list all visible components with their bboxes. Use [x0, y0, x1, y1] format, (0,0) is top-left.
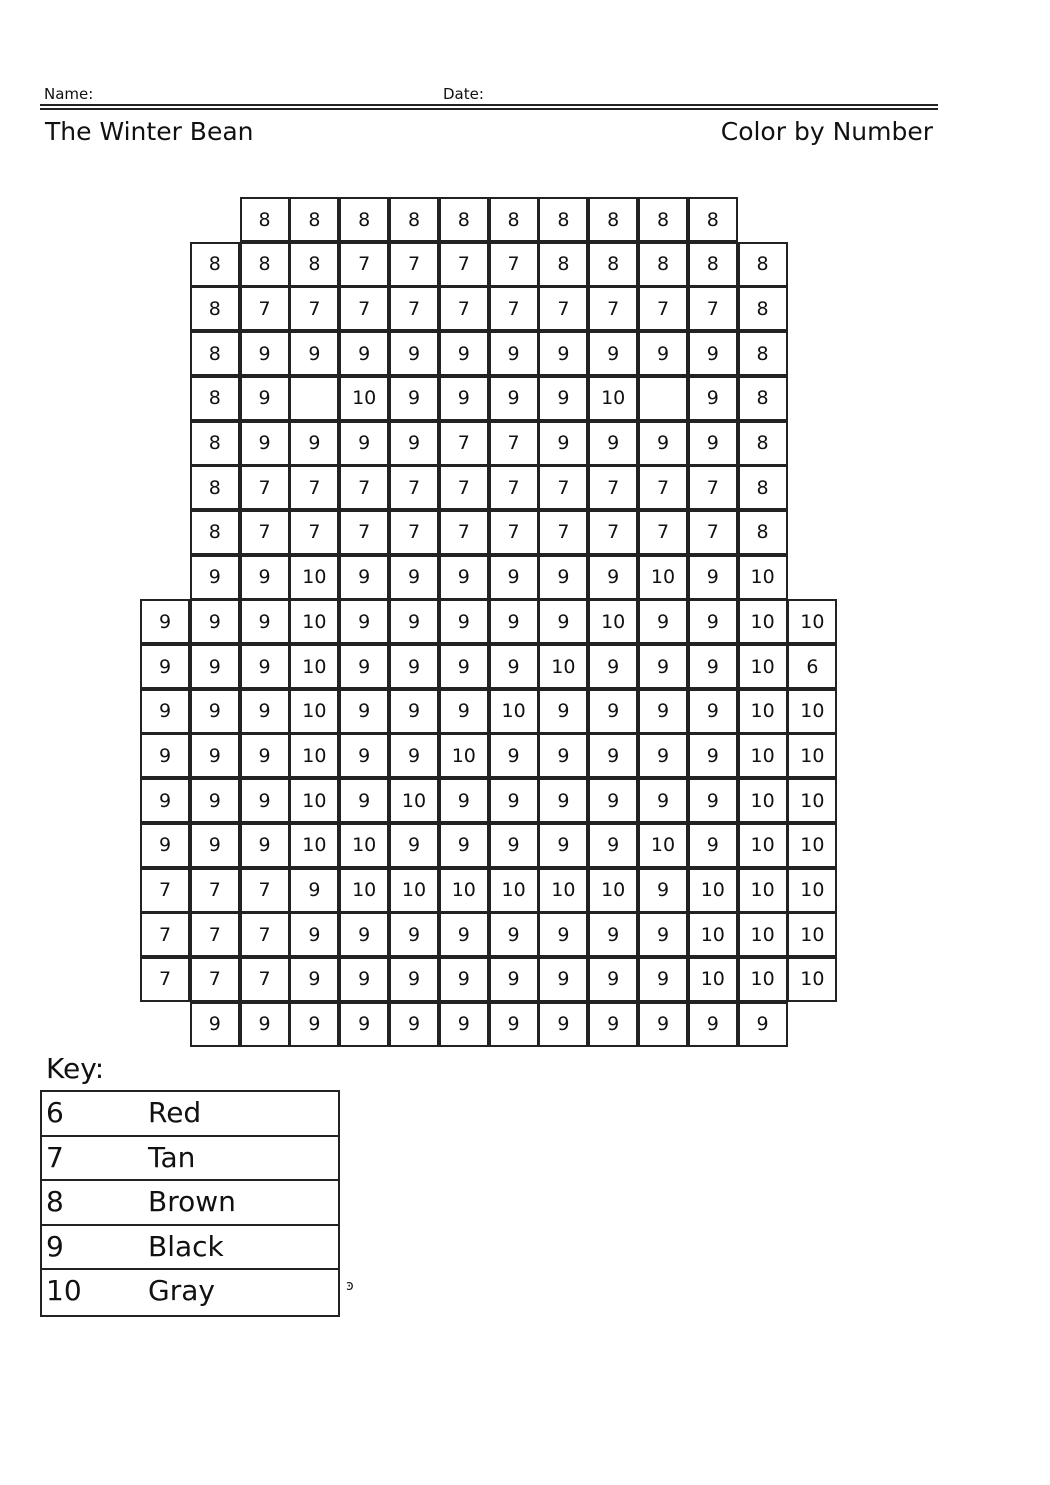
- grid-cell: 7: [439, 286, 489, 331]
- grid-cell: 9: [339, 778, 389, 823]
- grid-cell: 7: [240, 286, 290, 331]
- grid-cell: 9: [489, 331, 539, 376]
- grid-cell: 9: [688, 823, 738, 868]
- grid-cell: 9: [588, 778, 638, 823]
- grid-cell: 9: [439, 1002, 489, 1047]
- grid-cell: 9: [638, 644, 688, 689]
- grid-cell: 7: [688, 286, 738, 331]
- key-row: [42, 1226, 338, 1271]
- grid-cell: 9: [489, 376, 539, 421]
- grid-cell: 10: [787, 778, 837, 823]
- grid-cell: 9: [688, 689, 738, 734]
- grid-cell: 9: [538, 823, 588, 868]
- grid-cell: 7: [240, 868, 290, 913]
- grid-cell: 7: [489, 242, 539, 287]
- grid-cell: 9: [588, 957, 638, 1002]
- grid-cell: 9: [688, 733, 738, 778]
- grid-cell: 7: [489, 421, 539, 466]
- grid-cell: 9: [240, 689, 290, 734]
- grid-cell: 10: [688, 912, 738, 957]
- grid-cell: 10: [538, 868, 588, 913]
- grid-cell: 7: [240, 912, 290, 957]
- grid-cell: 10: [339, 376, 389, 421]
- key-number: 6: [46, 1096, 64, 1129]
- grid-cell: 7: [389, 465, 439, 510]
- grid-cell: 9: [190, 599, 240, 644]
- grid-cell: 9: [638, 733, 688, 778]
- grid-cell: 7: [489, 465, 539, 510]
- grid-cell: 9: [588, 1002, 638, 1047]
- grid-cell: 10: [738, 868, 788, 913]
- grid-cell: 9: [190, 644, 240, 689]
- grid-cell: 9: [489, 733, 539, 778]
- grid-cell: 10: [389, 868, 439, 913]
- grid-cell: 9: [289, 957, 339, 1002]
- grid-cell: 8: [638, 197, 688, 242]
- grid-cell: 10: [289, 555, 339, 600]
- grid-cell: 9: [389, 912, 439, 957]
- grid-cell: 10: [738, 957, 788, 1002]
- grid-cell: 9: [389, 555, 439, 600]
- grid-cell: 7: [190, 957, 240, 1002]
- grid-cell: 9: [389, 1002, 439, 1047]
- grid-cell: 9: [140, 733, 190, 778]
- grid-cell: 9: [538, 376, 588, 421]
- grid-cell: 8: [389, 197, 439, 242]
- grid-cell: 9: [240, 778, 290, 823]
- grid-cell: 9: [738, 1002, 788, 1047]
- grid-cell: 8: [638, 242, 688, 287]
- grid-cell: 9: [190, 778, 240, 823]
- grid-cell: 9: [638, 331, 688, 376]
- grid-cell: 8: [738, 286, 788, 331]
- grid-cell: 9: [389, 957, 439, 1002]
- grid-cell: 9: [439, 599, 489, 644]
- grid-cell: 7: [140, 912, 190, 957]
- grid-cell: 8: [190, 421, 240, 466]
- grid-cell: 9: [688, 421, 738, 466]
- grid-cell: 9: [389, 331, 439, 376]
- grid-cell: 10: [738, 733, 788, 778]
- grid-cell: 9: [489, 599, 539, 644]
- grid-cell: 7: [240, 957, 290, 1002]
- grid-cell: 9: [389, 376, 439, 421]
- grid-cell: 7: [538, 510, 588, 555]
- grid-cell: 10: [538, 644, 588, 689]
- key-color-name: Brown: [148, 1185, 236, 1219]
- grid-cell: 7: [140, 957, 190, 1002]
- grid-cell: 7: [389, 286, 439, 331]
- grid-cell: 9: [638, 689, 688, 734]
- grid-cell: 10: [489, 868, 539, 913]
- grid-cell: 10: [339, 823, 389, 868]
- grid-cell: 7: [289, 465, 339, 510]
- grid-cell: 7: [638, 465, 688, 510]
- grid-cell: 10: [787, 868, 837, 913]
- grid-cell: 7: [339, 286, 389, 331]
- grid-cell: 9: [240, 644, 290, 689]
- grid-cell: 10: [738, 689, 788, 734]
- grid-cell: 9: [588, 644, 638, 689]
- grid-cell: 9: [240, 376, 290, 421]
- grid-cell: 9: [140, 644, 190, 689]
- grid-cell: 8: [240, 242, 290, 287]
- grid-cell: 9: [439, 912, 489, 957]
- header-rule-bottom: [40, 108, 938, 110]
- grid-cell: 9: [339, 957, 389, 1002]
- grid-cell: 9: [588, 689, 638, 734]
- grid-cell: 8: [190, 465, 240, 510]
- grid-cell: 8: [190, 510, 240, 555]
- grid-cell: 7: [588, 286, 638, 331]
- grid-cell: 9: [339, 555, 389, 600]
- grid-cell: 9: [588, 733, 638, 778]
- grid-cell: 10: [289, 823, 339, 868]
- grid-cell: 10: [289, 689, 339, 734]
- grid-cell: 10: [787, 823, 837, 868]
- grid-cell: 8: [190, 376, 240, 421]
- grid-cell: 9: [588, 331, 638, 376]
- grid-cell: 7: [688, 510, 738, 555]
- grid-cell: 9: [538, 733, 588, 778]
- grid-cell: 9: [489, 912, 539, 957]
- grid-cell: 10: [588, 376, 638, 421]
- grid-cell: 9: [538, 555, 588, 600]
- grid-cell: 8: [738, 376, 788, 421]
- grid-cell: 9: [389, 689, 439, 734]
- grid-cell: 10: [588, 599, 638, 644]
- grid-cell: 9: [538, 1002, 588, 1047]
- grid-cell: 8: [538, 197, 588, 242]
- grid-cell: 7: [439, 242, 489, 287]
- grid-cell: 9: [638, 1002, 688, 1047]
- grid-cell: 7: [339, 242, 389, 287]
- grid-cell: 10: [688, 957, 738, 1002]
- grid-cell: 7: [289, 510, 339, 555]
- grid-cell: 9: [240, 599, 290, 644]
- grid-cell: 7: [190, 868, 240, 913]
- grid-cell: 9: [240, 555, 290, 600]
- key-row: [42, 1181, 338, 1226]
- grid-cell: 10: [787, 599, 837, 644]
- grid-cell: 10: [439, 868, 489, 913]
- grid-cell: 9: [439, 689, 489, 734]
- grid-cell: [289, 376, 339, 421]
- grid-cell: 9: [190, 823, 240, 868]
- grid-cell: 7: [439, 421, 489, 466]
- key-number: 7: [46, 1140, 64, 1174]
- grid-cell: 10: [638, 823, 688, 868]
- grid-cell: 9: [439, 331, 489, 376]
- grid-cell: 9: [439, 957, 489, 1002]
- grid-cell: 10: [588, 868, 638, 913]
- grid-cell: 10: [787, 733, 837, 778]
- grid-cell: 9: [339, 421, 389, 466]
- key-number: 10: [46, 1274, 82, 1308]
- grid-cell: 10: [688, 868, 738, 913]
- grid-cell: 8: [738, 242, 788, 287]
- grid-cell: 10: [738, 599, 788, 644]
- grid-cell: 7: [240, 510, 290, 555]
- grid-cell: 10: [289, 644, 339, 689]
- grid-cell: 9: [339, 733, 389, 778]
- grid-cell: 9: [489, 957, 539, 1002]
- grid-cell: 9: [688, 331, 738, 376]
- grid-cell: 10: [289, 599, 339, 644]
- grid-cell: 9: [190, 1002, 240, 1047]
- grid-cell: 10: [787, 912, 837, 957]
- worksheet-title: The Winter Bean: [45, 117, 254, 146]
- grid-cell: 9: [688, 778, 738, 823]
- stray-mark: ͽ: [346, 1278, 354, 1294]
- key-color-name: Tan: [148, 1140, 196, 1174]
- grid-cell: 9: [389, 421, 439, 466]
- grid-cell: 8: [190, 286, 240, 331]
- grid-cell: 9: [389, 644, 439, 689]
- grid-cell: 10: [738, 823, 788, 868]
- grid-cell: 9: [289, 868, 339, 913]
- key-color-name: Gray: [148, 1274, 215, 1308]
- grid-cell: 8: [688, 197, 738, 242]
- grid-cell: 7: [538, 465, 588, 510]
- grid-cell: 9: [538, 421, 588, 466]
- grid-cell: 9: [489, 778, 539, 823]
- grid-cell: 9: [489, 1002, 539, 1047]
- grid-cell: 7: [339, 465, 389, 510]
- grid-cell: 7: [339, 510, 389, 555]
- grid-cell: 9: [588, 421, 638, 466]
- grid-cell: 10: [738, 644, 788, 689]
- grid-cell: 9: [289, 1002, 339, 1047]
- grid-cell: 9: [688, 599, 738, 644]
- key-number: 9: [46, 1229, 64, 1263]
- grid-cell: 9: [439, 644, 489, 689]
- grid-cell: 8: [289, 197, 339, 242]
- grid-cell: 9: [538, 331, 588, 376]
- grid-cell: 9: [240, 331, 290, 376]
- grid-cell: 8: [588, 197, 638, 242]
- grid-cell: 8: [738, 510, 788, 555]
- grid-cell: 10: [289, 778, 339, 823]
- grid-cell: 10: [738, 912, 788, 957]
- grid-cell: 7: [489, 510, 539, 555]
- grid-cell: 9: [638, 421, 688, 466]
- grid-cell: [638, 376, 688, 421]
- name-label: Name:: [44, 85, 94, 103]
- key-color-name: Black: [148, 1229, 224, 1263]
- grid-cell: 9: [339, 1002, 389, 1047]
- grid-cell: 7: [140, 868, 190, 913]
- grid-cell: 9: [588, 823, 638, 868]
- key-title: Key:: [46, 1052, 105, 1085]
- grid-cell: 9: [688, 1002, 738, 1047]
- grid-cell: 8: [538, 242, 588, 287]
- grid-cell: 9: [588, 912, 638, 957]
- grid-cell: 7: [289, 286, 339, 331]
- grid-cell: 9: [240, 1002, 290, 1047]
- grid-cell: 9: [240, 421, 290, 466]
- key-row: [42, 1137, 338, 1182]
- grid-cell: 9: [289, 331, 339, 376]
- grid-cell: 9: [289, 912, 339, 957]
- grid-cell: 10: [738, 778, 788, 823]
- grid-cell: 9: [638, 912, 688, 957]
- grid-cell: 8: [190, 331, 240, 376]
- grid-cell: 9: [140, 689, 190, 734]
- grid-cell: 9: [538, 689, 588, 734]
- grid-cell: 7: [240, 465, 290, 510]
- grid-cell: 9: [638, 599, 688, 644]
- grid-cell: 9: [439, 778, 489, 823]
- grid-cell: 7: [389, 242, 439, 287]
- grid-cell: 9: [538, 912, 588, 957]
- grid-cell: 7: [638, 286, 688, 331]
- grid-cell: 7: [489, 286, 539, 331]
- grid-cell: 10: [389, 778, 439, 823]
- grid-cell: 9: [389, 599, 439, 644]
- grid-cell: 9: [538, 778, 588, 823]
- grid-cell: 10: [489, 689, 539, 734]
- grid-cell: 9: [688, 644, 738, 689]
- key-row: [42, 1092, 338, 1137]
- worksheet-subtitle: Color by Number: [720, 117, 933, 146]
- grid-cell: 9: [339, 331, 389, 376]
- grid-cell: 7: [439, 465, 489, 510]
- grid-cell: 8: [738, 421, 788, 466]
- grid-cell: 7: [389, 510, 439, 555]
- grid-cell: 9: [240, 823, 290, 868]
- grid-cell: 8: [688, 242, 738, 287]
- grid-cell: 9: [140, 599, 190, 644]
- grid-cell: 10: [738, 555, 788, 600]
- grid-cell: 8: [439, 197, 489, 242]
- grid-cell: 9: [489, 644, 539, 689]
- grid-cell: 9: [140, 823, 190, 868]
- grid-cell: 9: [240, 733, 290, 778]
- grid-cell: 7: [638, 510, 688, 555]
- grid-cell: 9: [638, 778, 688, 823]
- grid-cell: 7: [588, 510, 638, 555]
- key-color-name: Red: [148, 1096, 202, 1129]
- grid-cell: 7: [439, 510, 489, 555]
- grid-cell: 9: [289, 421, 339, 466]
- grid-cell: 9: [339, 689, 389, 734]
- color-key-table: [40, 1090, 340, 1317]
- grid-cell: 10: [787, 957, 837, 1002]
- grid-cell: 9: [688, 555, 738, 600]
- grid-cell: 10: [439, 733, 489, 778]
- grid-cell: 9: [190, 733, 240, 778]
- grid-cell: 9: [638, 957, 688, 1002]
- grid-cell: 8: [289, 242, 339, 287]
- grid-cell: 10: [289, 733, 339, 778]
- grid-cell: 8: [240, 197, 290, 242]
- grid-cell: 10: [787, 689, 837, 734]
- grid-cell: 9: [389, 823, 439, 868]
- grid-cell: 6: [787, 644, 837, 689]
- grid-cell: 9: [339, 599, 389, 644]
- grid-cell: 9: [190, 555, 240, 600]
- grid-cell: 8: [489, 197, 539, 242]
- grid-cell: 9: [439, 555, 489, 600]
- grid-cell: 9: [439, 376, 489, 421]
- grid-cell: 10: [339, 868, 389, 913]
- date-label: Date:: [443, 85, 484, 103]
- grid-cell: 7: [190, 912, 240, 957]
- grid-cell: 7: [538, 286, 588, 331]
- key-number: 8: [46, 1185, 64, 1219]
- grid-cell: 9: [688, 376, 738, 421]
- grid-cell: 9: [190, 689, 240, 734]
- grid-cell: 8: [738, 465, 788, 510]
- grid-cell: 10: [638, 555, 688, 600]
- grid-cell: 9: [489, 555, 539, 600]
- grid-cell: 8: [588, 242, 638, 287]
- grid-cell: 9: [538, 599, 588, 644]
- key-row: [42, 1270, 338, 1315]
- grid-cell: 9: [638, 868, 688, 913]
- grid-cell: 8: [738, 331, 788, 376]
- grid-cell: 9: [339, 644, 389, 689]
- grid-cell: 8: [339, 197, 389, 242]
- grid-cell: 9: [140, 778, 190, 823]
- grid-cell: 9: [538, 957, 588, 1002]
- header-rule-top: [40, 104, 938, 106]
- grid-cell: 8: [190, 242, 240, 287]
- grid-cell: 9: [389, 733, 439, 778]
- grid-cell: 7: [588, 465, 638, 510]
- grid-cell: 7: [688, 465, 738, 510]
- grid-cell: 9: [489, 823, 539, 868]
- grid-cell: 9: [339, 912, 389, 957]
- grid-cell: 9: [439, 823, 489, 868]
- grid-cell: 9: [588, 555, 638, 600]
